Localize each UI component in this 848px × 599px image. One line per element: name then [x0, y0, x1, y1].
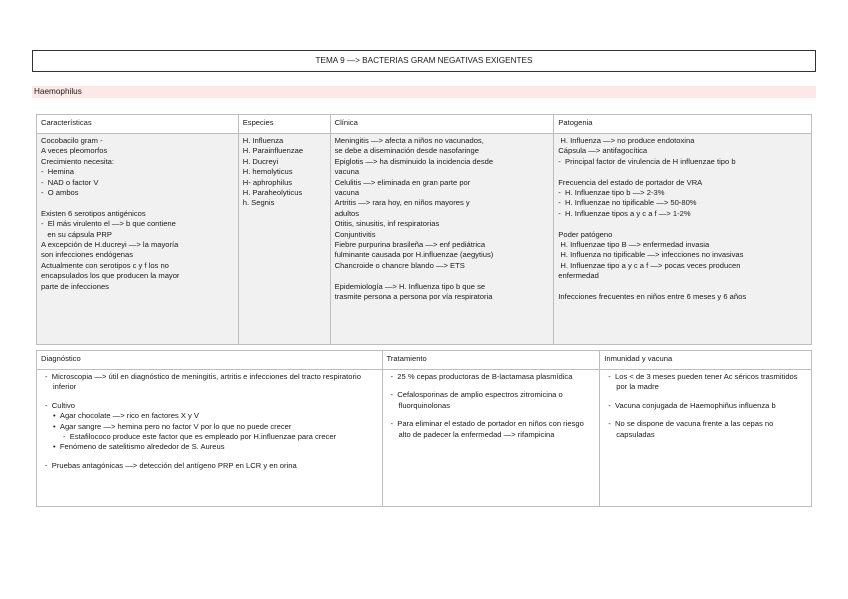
text-line: - H. Influenzae tipo b —> 2-3% [558, 188, 665, 198]
list-item: - Cultivo [45, 400, 75, 410]
text-line: h. Segnis [242, 198, 275, 208]
text-line: son infecciones endógenas [41, 250, 134, 260]
text-line: Fiebre purpurina brasileña —> enf pediátrica [334, 240, 486, 250]
diagnostico-cell [37, 370, 383, 507]
list-item: • Fenómeno de satelitismo alrededor de S. Aureus [53, 442, 225, 452]
text-line: Poder patógeno [558, 229, 613, 239]
text-line: trasmite persona a persona por vía respiratoria [334, 292, 493, 302]
text-line: Actualmente con serotipos c y f los no [41, 260, 169, 270]
text-line [558, 282, 807, 292]
list-item: - 25 % cepas productoras de B-lactamasa plasmídica [390, 372, 573, 381]
section-heading: Haemophilus [32, 86, 816, 98]
text-line: H. Paraheolyticus [242, 188, 303, 198]
header-diagnostico: Diagnóstico [37, 351, 383, 370]
list-item: - Pruebas antagónicas —> detección del antígeno PRP en LCR y en orina [45, 460, 297, 470]
text-line: se debe a diseminación desde nasofaringe [334, 146, 479, 156]
list-item: • Agar chocolate —> rico en factores X y V [53, 411, 199, 421]
text-line: - NAD o factor V [41, 177, 99, 187]
text-line: - El más virulento el —> b que contiene [41, 219, 176, 229]
text-line: Otitis, sinusitis, inf respiratorias [334, 219, 440, 229]
text-line: vacuna [334, 167, 360, 177]
text-line: - Principal factor de virulencia de H influenzae tipo b [558, 156, 736, 166]
list-item: - Para eliminar el estado de portador en niños con riesgo alto de padecer la enfermedad —> rifampicina [390, 419, 584, 439]
list-item: - Cefalosporinas de amplio espectros zitromicina o fluorquinolonas [390, 390, 563, 410]
text-line: Crecimiento necesita: [41, 156, 115, 166]
text-line: Cocobacilo gram - [41, 136, 103, 145]
text-line: Meningitis —> afecta a niños no vacunados, [334, 136, 484, 145]
list-item: - Estafilococo produce este factor que es empleado por H.influenzae para crecer [63, 432, 337, 442]
text-line: Existen 6 serotipos antigénicos [41, 208, 146, 218]
text-line: fulminante causada por H.influenzae (aegytius) [334, 250, 494, 260]
list-item: - Microscopia —> útil en diagnóstico de meningitis, artritis e infecciones del tracto respiratorio inferior [45, 372, 361, 392]
tratamiento-cell [382, 370, 600, 507]
text-line: Cápsula —> antifagocítica [558, 146, 648, 156]
document-title: TEMA 9 —> BACTERIAS GRAM NEGATIVAS EXIGENTES [32, 50, 816, 72]
text-line: Chancroide o chancre blando —> ETS [334, 260, 465, 270]
text-line: H. Influenza [242, 136, 284, 145]
text-line: Epiglotis —> ha disminuido la incidencia desde [334, 156, 494, 166]
text-line: enfermedad [558, 271, 599, 281]
text-line: H. Ducreyi [242, 156, 279, 166]
text-line: Celulitis —> eliminada en gran parte por [334, 177, 471, 187]
header-especies: Especies [238, 115, 330, 134]
text-line: - H. Influenzae tipos a y c a f —> 1-2% [558, 208, 691, 218]
text-line: Conjuntivitis [334, 229, 376, 239]
list-item: - Vacuna conjugada de Haemophiñus influenza b [608, 400, 776, 410]
text-line: parte de infecciones [41, 281, 109, 291]
header-inmunidad: Inmunidad y vacuna [600, 351, 812, 370]
list-item: • Agar sangre —> hemina pero no factor V por lo que no puede crecer [53, 421, 292, 431]
caracteristicas-cell [37, 134, 239, 345]
especies-cell [238, 134, 330, 345]
list-item: - Los < de 3 meses pueden tener Ac séricos trasmitidos por la madre [608, 372, 798, 392]
text-line: Epidemiología —> H. Influenza tipo b que se [334, 281, 486, 291]
text-line: adultos [334, 208, 360, 218]
diagnosis-table [36, 350, 812, 507]
text-line: H. hemolyticus [242, 167, 293, 177]
text-line: vacuna [334, 188, 360, 198]
text-line [335, 271, 550, 281]
text-line: - O ambos [41, 188, 79, 198]
text-line: H. Influenzae tipo a y c a f —> pocas veces producen [558, 260, 741, 270]
patogenia-cell [554, 134, 812, 345]
text-line: en su cápsula PRP [41, 229, 112, 239]
text-line [41, 198, 234, 208]
text-line: - Hemina [41, 167, 74, 177]
text-line [558, 219, 807, 229]
text-line: - H. Influenzae no tipificable —> 50-80% [558, 198, 697, 208]
header-caracteristicas: Características [37, 115, 239, 134]
header-clinica: Clínica [330, 115, 554, 134]
text-line: Infecciones frecuentes en niños entre 6 meses y 6 años [558, 292, 747, 302]
list-item: - No se dispone de vacuna frente a las cepas no capsuladas [608, 419, 774, 439]
text-line: Frecuencia del estado de portador de VRA [558, 177, 703, 187]
header-patogenia: Patogenia [554, 115, 812, 134]
text-line: H. Parainfluenzae [242, 146, 304, 156]
inmunidad-cell [600, 370, 812, 507]
text-line: A veces pleomorfos [41, 146, 108, 156]
text-line: Artritis —> rara hoy, en niños mayores y [334, 198, 470, 208]
text-line [558, 167, 807, 177]
haemophilus-table [36, 114, 812, 345]
text-line: H- aphrophilus [242, 177, 293, 187]
text-line: H. Influenza —> no produce endotoxina [558, 136, 695, 145]
text-line: H. Influenzae tipo B —> enfermedad invasia [558, 240, 710, 250]
clinica-cell [330, 134, 554, 345]
header-tratamiento: Tratamiento [382, 351, 600, 370]
text-line: encapsulados los que producen la mayor [41, 271, 180, 281]
text-line: H. Influenza no tipificable —> infecciones no invasivas [558, 250, 744, 260]
text-line: A excepción de H.ducreyi —> la mayoría [41, 240, 179, 250]
